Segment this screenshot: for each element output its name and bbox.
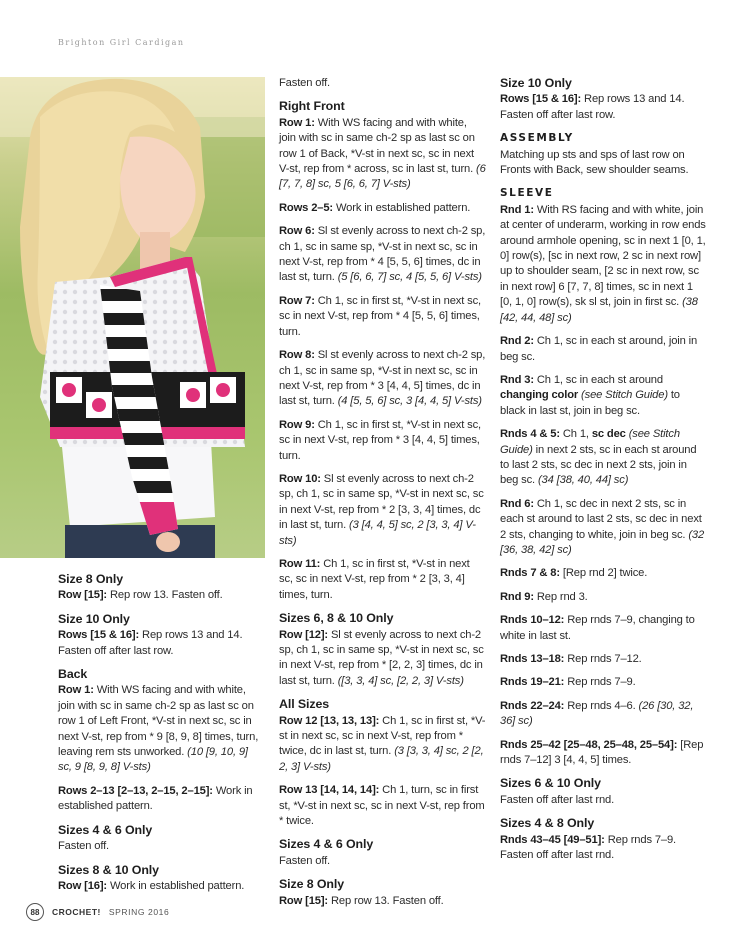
- row-text: Rep rnd 3.: [533, 590, 588, 603]
- row-label: Row [12]:: [279, 628, 328, 641]
- stitch-count: (32 [36, 38, 42] sc): [500, 528, 705, 556]
- instruction-text: [500, 566, 706, 581]
- stitch-count: (6 [7, 7, 8] sc, 5 [6, 6, 7] V-sts): [279, 163, 486, 191]
- row-label: Rnds 19–21:: [500, 676, 565, 689]
- row-text: Ch 1, sc in first st, *V-st in next sc, sc in next V-st, rep from * 3 [4, 4, 5] times, turn.: [279, 418, 481, 462]
- instruction-text: [500, 699, 706, 730]
- instruction-block: [500, 613, 706, 644]
- instruction-text: [279, 418, 486, 464]
- section-title: ASSEMBLY: [500, 132, 574, 145]
- row-text: Ch 1, sc in first st, *V-st in next sc, sc in next V-st, rep from * twice, dc in last st, turn.: [279, 714, 486, 758]
- instruction-block: [279, 837, 486, 869]
- stitch-count: (38 [42, 44, 48] sc): [500, 296, 698, 324]
- row-label: Rnd 9:: [500, 590, 534, 603]
- instruction-text: [500, 148, 706, 179]
- row-text: Rep rnds 7–9, changing to white in last st.: [500, 614, 695, 642]
- instruction-text: [500, 427, 706, 489]
- instruction-block: [500, 675, 706, 690]
- page-number: 88: [26, 903, 44, 921]
- row-text: Sl st evenly across to next ch-2 sp, ch 1, sc in same sp, *V-st in next sc, sc in next V-st, rep from * 3 [4, 4, 5] times, dc in last st, turn.: [279, 349, 486, 408]
- row-text: Sl st evenly across to next ch-2 sp, ch 1, sc in same sp, *V-st in next sc, sc in next V-st, rep from * [2, 2, 3] times, dc in last st, turn.: [279, 628, 484, 687]
- instruction-block: [58, 667, 264, 776]
- page-footer: [26, 902, 169, 922]
- row-label: Rnd 1:: [500, 203, 534, 216]
- section-heading: Size 10 Only: [500, 76, 572, 90]
- row-text: Rep rnds 7–9.: [564, 676, 636, 689]
- section-heading: Sizes 4 & 8 Only: [500, 816, 595, 831]
- row-text: Ch 1, sc dec in next 2 sts, sc in each st around to last 2 sts, sc dec in next 2 sts, changing to white, join in beg sc.: [500, 497, 702, 541]
- stitch-count: (3 [3, 3, 4] sc, 2 [2, 2, 3] V-sts): [279, 745, 484, 773]
- row-label: Row 1:: [279, 116, 315, 129]
- row-text: Work in established pattern.: [107, 879, 245, 892]
- section-heading: Sizes 6 & 10 Only: [500, 776, 601, 791]
- section-heading: Size 10 Only: [58, 611, 130, 626]
- stitch-count: (3 [4, 4, 5] sc, 2 [3, 3, 4] V-sts): [279, 519, 476, 547]
- row-label: Rnds 4 & 5:: [500, 428, 560, 441]
- row-text: Rep rows 13 and 14. Fasten off after last row.: [500, 93, 685, 121]
- instruction-text: [500, 652, 706, 667]
- instruction-block: [500, 373, 706, 419]
- instruction-block: [500, 566, 706, 581]
- instruction-block: [500, 497, 706, 559]
- instruction-text: [500, 334, 706, 365]
- instruction-text: [279, 348, 486, 410]
- instruction-block: [58, 823, 264, 855]
- row-text: Fasten off.: [58, 840, 110, 853]
- row-text: Sl st evenly across to next ch-2 sp, ch 1, sc in same sp, *V-st in next sc, sc in next V-st, rep from * 4 [5, 5, 6] times, dc in last st, turn.: [279, 225, 486, 284]
- row-label: Rows [15 & 16]:: [58, 629, 140, 642]
- column-middle: [279, 76, 486, 917]
- stitch-count: (26 [30, 32, 36] sc): [500, 699, 694, 728]
- row-text: [Rep rnds 7–12] 3 [4, 4, 5] times.: [500, 738, 704, 767]
- row-label: Rnd 6:: [500, 497, 534, 510]
- row-text: Fasten off after last rnd.: [500, 793, 615, 806]
- instruction-text: [500, 203, 706, 326]
- instruction-block: [500, 816, 706, 863]
- column-left: [58, 572, 264, 902]
- section-heading: Sizes 4 & 6 Only: [279, 837, 374, 852]
- instruction-text: [58, 879, 264, 894]
- row-text: Work in established pattern.: [333, 201, 471, 214]
- instruction-text: [58, 628, 264, 659]
- instruction-text: [279, 224, 486, 286]
- term-label: sc dec: [591, 428, 626, 441]
- publication-name: CROCHET!: [52, 907, 101, 917]
- row-text: Ch 1, sc in each st around: [533, 373, 663, 386]
- instruction-block: [500, 652, 706, 667]
- column-right: [500, 76, 706, 871]
- stitch-count: (34 [38, 40, 44] sc): [537, 474, 629, 487]
- stitch-count: (10 [9, 10, 9] sc, 9 [8, 9, 8] V-sts): [58, 746, 248, 774]
- section-heading: Right Front: [279, 99, 345, 114]
- instruction-text: [279, 714, 486, 776]
- row-text: Ch 1,: [559, 428, 592, 441]
- instruction-block: [58, 572, 264, 604]
- instruction-block: [58, 863, 264, 895]
- instruction-block: [58, 784, 264, 815]
- instruction-text: [279, 557, 486, 603]
- instruction-text: [500, 738, 706, 769]
- row-label: Rnds 25–42 [25–48, 25–48, 25–54]:: [500, 738, 678, 751]
- instruction-block: [279, 294, 486, 340]
- instruction-block: [500, 131, 706, 178]
- row-label: Row [16]:: [58, 879, 107, 892]
- section-heading: Back: [58, 667, 88, 682]
- row-text: With WS facing and with white, join with sc in same ch-2 sp as last sc on row 1 of Left Front, *V-st in next sc, sc in next V-st, rep from * 9 [8, 9, 8] times, turn, leaving rem sts unworked.: [58, 684, 259, 759]
- instruction-text: [500, 675, 706, 690]
- row-label: Rnds 13–18:: [500, 653, 565, 665]
- row-label: Row 1:: [58, 684, 94, 697]
- stitch-count: ([3, 3, 4] sc, [2, 2, 3] V-sts): [337, 674, 464, 687]
- row-text: [Rep rnd 2] twice.: [559, 567, 648, 580]
- instruction-block: [500, 776, 706, 808]
- instruction-text: [58, 683, 264, 775]
- section-heading: Size 8 Only: [279, 877, 345, 892]
- row-text: Ch 1, sc in first st, *V-st in next sc, sc in next V-st, rep from * 4 [5, 5, 6] times, turn.: [279, 294, 481, 338]
- row-text: Fasten off.: [279, 77, 331, 89]
- row-label: Rnd 2:: [500, 335, 534, 348]
- instruction-block: [279, 783, 486, 829]
- row-text: Rep rows 13 and 14. Fasten off after last row.: [58, 629, 243, 657]
- instruction-text: [279, 116, 486, 193]
- row-label: Row 12 [13, 13, 13]:: [279, 714, 380, 727]
- instruction-block: [279, 472, 486, 549]
- stitch-count: (4 [5, 5, 6] sc, 3 [4, 4, 5] V-sts): [337, 395, 482, 408]
- instruction-block: [279, 557, 486, 603]
- instruction-block: [279, 201, 486, 216]
- row-text: With RS facing and with white, join at center of underarm, working in row ends around armhole opening, sc in next 1 [0, 1, 0] row(s), [sc in next row, 2 sc in next row] up to shoulder seam, [2 sc in next row, sc in next row] 6 [7, 7, 8] times, sc in next 1 [0, 1, 0] row(s), sk sl st, join in first sc.: [500, 203, 706, 309]
- cross-reference: (see Stitch Guide): [500, 428, 680, 456]
- instruction-text: [279, 76, 486, 91]
- instruction-text: [500, 92, 706, 123]
- instruction-block: [58, 612, 264, 659]
- row-text: With WS facing and with white, join with sc in same ch-2 sp as last sc on row 1 of Back, *V-st in next sc, sc in next V-st, rep from * across, sc in last st, turn.: [279, 116, 477, 176]
- row-label: Row [15]:: [279, 894, 328, 907]
- instruction-block: [500, 76, 706, 123]
- section-heading: All Sizes: [279, 697, 330, 712]
- instruction-text: [279, 783, 486, 829]
- row-text: Rep row 13. Fasten off.: [107, 589, 223, 602]
- running-title: Brighton Girl Cardigan: [58, 38, 185, 47]
- instruction-block: [500, 334, 706, 365]
- row-label: Rnds 10–12:: [500, 614, 565, 627]
- instruction-text: [279, 628, 486, 690]
- section-heading: Size 8 Only: [58, 572, 124, 586]
- instruction-text: [58, 839, 264, 854]
- term-label: changing color: [500, 389, 579, 402]
- row-label: Row 11:: [279, 557, 321, 570]
- row-label: Row 7:: [279, 294, 315, 307]
- row-text: Matching up sts and sps of last row on Fronts with Back, sew shoulder seams.: [500, 148, 689, 177]
- row-text: Work in established pattern.: [58, 784, 253, 813]
- row-label: Rnds 22–24:: [500, 699, 565, 712]
- instruction-block: [500, 186, 706, 326]
- row-text: Ch 1, sc in first st, *V-st in next sc, sc in next V-st, rep from * 2 [3, 3, 4] times, turn.: [279, 557, 470, 601]
- row-text: Rep rnds 4–6.: [564, 699, 639, 712]
- row-label: Rnds 7 & 8:: [500, 567, 560, 580]
- instruction-text: [58, 588, 264, 603]
- section-heading: Sizes 4 & 6 Only: [58, 822, 153, 837]
- instruction-block: [500, 427, 706, 489]
- instruction-text: [58, 784, 264, 815]
- row-label: Row 6:: [279, 225, 315, 238]
- cardigan-photo: [0, 77, 265, 558]
- row-text: Sl st evenly across to next ch-2 sp, ch 1, sc in same sp, *V-st in next sc, sc in next V-st, rep from * 2 [3, 3, 4] times, dc in last st, turn.: [279, 472, 484, 532]
- instruction-text: [279, 854, 486, 869]
- instruction-block: [279, 697, 486, 775]
- row-label: Row 10:: [279, 472, 321, 485]
- section-title: SLEEVE: [500, 187, 554, 200]
- section-heading: Sizes 8 & 10 Only: [58, 862, 159, 877]
- instruction-block: [500, 738, 706, 769]
- cross-reference: (see Stitch Guide): [578, 389, 668, 402]
- instruction-block: [279, 348, 486, 410]
- instruction-block: [500, 590, 706, 605]
- instruction-text: [500, 590, 706, 605]
- stitch-count: (5 [6, 6, 7] sc, 4 [5, 5, 6] V-sts): [337, 271, 482, 284]
- issue-date: SPRING 2016: [108, 907, 170, 917]
- instruction-block: [279, 611, 486, 689]
- row-label: Rows 2–5:: [279, 201, 333, 214]
- instruction-text: [500, 497, 706, 559]
- instruction-block: [500, 699, 706, 730]
- instruction-text: [500, 833, 706, 864]
- instruction-text: [279, 294, 486, 340]
- instruction-text: [500, 613, 706, 644]
- instruction-text: [500, 793, 706, 808]
- row-label: Row 13 [14, 14, 14]:: [279, 784, 380, 797]
- row-label: Rows [15 & 16]:: [500, 93, 582, 106]
- row-label: Rows 2–13 [2–13, 2–15, 2–15]:: [58, 784, 213, 797]
- row-text-cont: in next 2 sts, sc in each st around to last 2 sts, sc dec in next 2 sts, join in beg sc.: [500, 443, 697, 487]
- section-heading: Sizes 6, 8 & 10 Only: [279, 611, 394, 626]
- instruction-text: [279, 201, 486, 216]
- row-label: Row [15]:: [58, 589, 107, 602]
- row-text: Fasten off.: [279, 854, 331, 867]
- row-text: Ch 1, turn, sc in first st, *V-st in next sc, sc in next V-st, rep from * twice.: [279, 784, 485, 828]
- row-label: Row 8:: [279, 349, 315, 362]
- row-label: Rnds 43–45 [49–51]:: [500, 833, 605, 846]
- row-text-cont: to black in last st, join in beg sc.: [500, 389, 680, 417]
- row-label: Row 9:: [279, 418, 315, 431]
- instruction-block: [279, 99, 486, 192]
- row-text: Rep row 13. Fasten off.: [328, 894, 444, 907]
- row-text: Rep rnds 7–12.: [564, 653, 642, 665]
- row-text: Rep rnds 7–9. Fasten off after last rnd.: [500, 833, 677, 862]
- instruction-text: [500, 373, 706, 419]
- instruction-text: [279, 472, 486, 549]
- instruction-text: [279, 894, 486, 909]
- instruction-block: [279, 877, 486, 909]
- instruction-block: [279, 76, 486, 91]
- row-label: Rnd 3:: [500, 373, 534, 386]
- instruction-block: [279, 224, 486, 286]
- instruction-block: [279, 418, 486, 464]
- row-text: Ch 1, sc in each st around, join in beg sc.: [500, 335, 698, 363]
